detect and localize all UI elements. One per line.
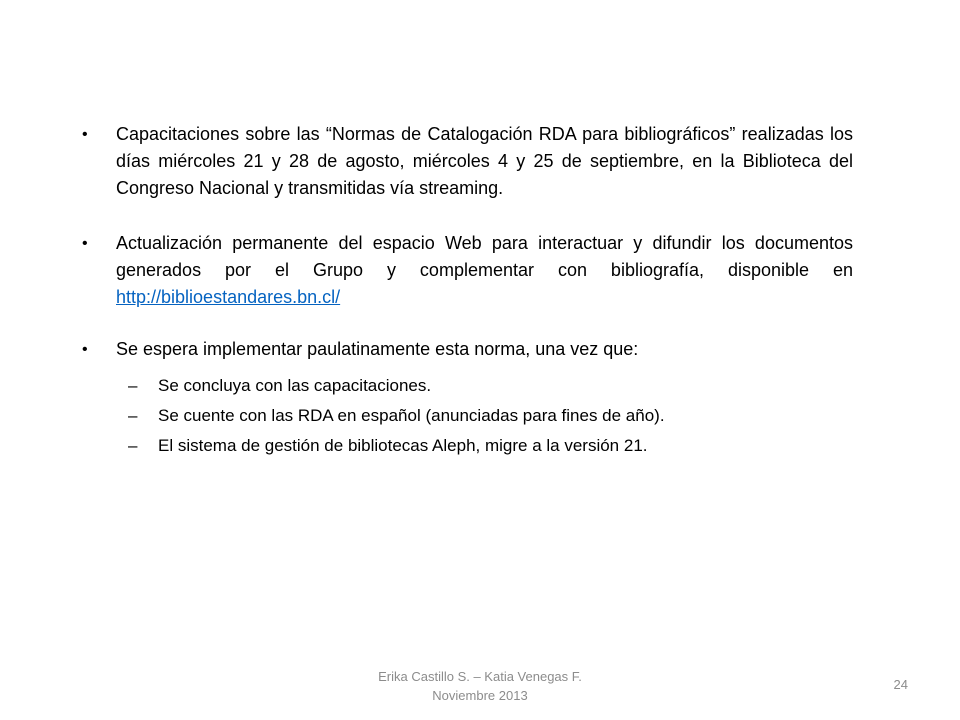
bullet-item-implementar <box>82 336 853 363</box>
page-number: 24 <box>893 677 908 692</box>
dash-icon: – <box>128 376 138 395</box>
bullet-text: Capacitaciones sobre las “Normas de Catalogación RDA para bibliográficos” realizadas los días miércoles 21 y 28 de agosto, miércoles 4 y 25 de septiembre, en la Biblioteca del Congreso Nacional y transmitidas vía streaming. <box>116 124 853 198</box>
footer-authors: Erika Castillo S. – Katia Venegas F. <box>378 669 582 684</box>
footer-text <box>330 667 630 705</box>
sub-bullet-text: El sistema de gestión de bibliotecas Aleph, migre a la versión 21. <box>158 436 648 455</box>
sub-bullet-text: Se cuente con las RDA en español (anunciadas para fines de año). <box>158 406 665 425</box>
bullet-item-capacitaciones <box>82 121 853 202</box>
bullet-list <box>82 121 853 461</box>
bullet-icon: • <box>82 235 88 252</box>
sub-bullet-text: Se concluya con las capacitaciones. <box>158 376 432 395</box>
sub-bullet-item <box>82 431 853 461</box>
bullet-text: Actualización permanente del espacio Web para interactuar y difundir los documentos generados por el Grupo y complementar con bibliografía, disponible en <box>116 233 853 280</box>
bullet-icon: • <box>82 126 88 143</box>
dash-icon: – <box>128 406 138 425</box>
bullet-text-container <box>116 230 853 311</box>
bullet-icon: • <box>82 341 88 358</box>
sub-bullet-item <box>82 401 853 431</box>
sub-bullet-item <box>82 371 853 401</box>
footer-date: Noviembre 2013 <box>432 688 528 703</box>
dash-icon: – <box>128 436 138 455</box>
biblioestandares-link[interactable]: http://biblioestandares.bn.cl/ <box>116 287 341 307</box>
bullet-text: Se espera implementar paulatinamente esta norma, una vez que: <box>116 339 639 359</box>
bullet-item-espacio-web <box>82 230 853 311</box>
sub-bullet-list <box>82 371 853 461</box>
